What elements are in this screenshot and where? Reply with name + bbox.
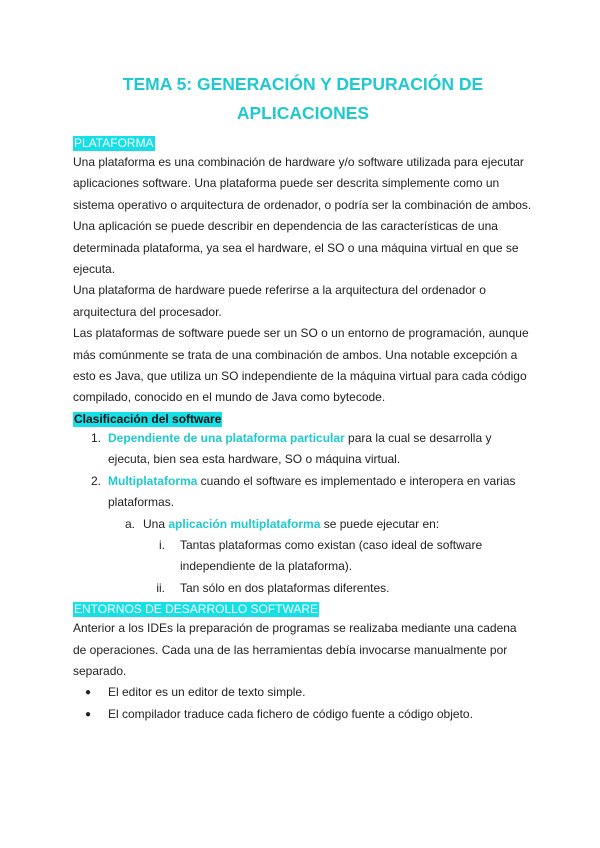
list-text: se puede ejecutar en: <box>320 516 440 531</box>
list-text: El editor es un editor de texto simple. <box>108 685 306 700</box>
list-marker: ii. <box>156 580 165 595</box>
highlight-text: Dependiente de una plataforma particular <box>108 430 345 445</box>
title-line-1: TEMA 5: GENERACIÓN Y DEPURACIÓN DE <box>122 74 484 94</box>
list-text: Una <box>143 516 169 531</box>
document-content <box>73 70 533 725</box>
section-entornos <box>73 600 533 618</box>
numbered-list <box>73 428 533 599</box>
list-marker: 1. <box>90 430 101 445</box>
heading-entornos: ENTORNOS DE DESARROLLO SOFTWARE <box>74 602 319 617</box>
list-marker: 2. <box>90 473 101 488</box>
list-item <box>73 682 533 703</box>
heading-clasificacion: Clasificación del software <box>74 411 222 426</box>
list-text: Tantas plataformas como existan (caso ideal de software independiente de la plataforma). <box>180 537 483 574</box>
list-item <box>73 428 533 471</box>
list-marker: a. <box>124 516 135 531</box>
list-text: El compilador traduce cada fichero de código fuente a código objeto. <box>108 706 473 721</box>
document-title <box>73 70 533 128</box>
heading-plataforma: PLATAFORMA <box>74 136 154 150</box>
list-item <box>73 514 533 535</box>
list-text: cuando el software es implementado e interopera en varias plataformas. <box>108 473 516 510</box>
section-clasificacion <box>73 410 533 428</box>
paragraph: Anterior a los IDEs la preparación de programas se realizaba mediante una cadena de operaciones. Cada una de las herramientas debía invocarse manualmente por separado. <box>73 621 517 678</box>
paragraph: Las plataformas de software puede ser un SO o un entorno de programación, aunque más comúnmente se trata de una combinación de ambos. Una notable excepción a esto es Java, que utiliza un SO independiente de la máquina virtual para cada código compilado, conocido en el mundo de Java como bytecode. <box>73 326 529 405</box>
list-text: para la cual se desarrolla y ejecuta, bien sea esta hardware, SO o máquina virtual. <box>108 430 492 467</box>
section-plataforma <box>73 134 533 152</box>
highlight-text: Multiplataforma <box>108 473 198 488</box>
list-item <box>73 535 533 578</box>
paragraph: Una plataforma de hardware puede referirse a la arquitectura del ordenador o arquitectura del procesador. <box>73 283 486 319</box>
list-item <box>73 578 533 599</box>
highlight-text: aplicación multiplataforma <box>168 516 321 531</box>
list-marker: i. <box>159 537 165 552</box>
list-item <box>73 704 533 725</box>
bullet-icon: ● <box>84 687 92 699</box>
bullet-list <box>73 682 533 725</box>
list-item <box>73 471 533 514</box>
paragraph: Una plataforma es una combinación de hardware y/o software utilizada para ejecutar aplicaciones software. Una plataforma puede ser descrita simplemente como un sistema operativo o arquitectura de ordenador, o podría ser la combinación de ambos. Una aplicación se puede describir en dependencia de las características de una determinada plataforma, ya sea el hardware, el SO o una máquina virtual en que se ejecuta. <box>73 155 532 277</box>
title-line-2: APLICACIONES <box>236 103 370 123</box>
bullet-icon: ● <box>84 708 92 720</box>
list-text: Tan sólo en dos plataformas diferentes. <box>180 580 390 595</box>
